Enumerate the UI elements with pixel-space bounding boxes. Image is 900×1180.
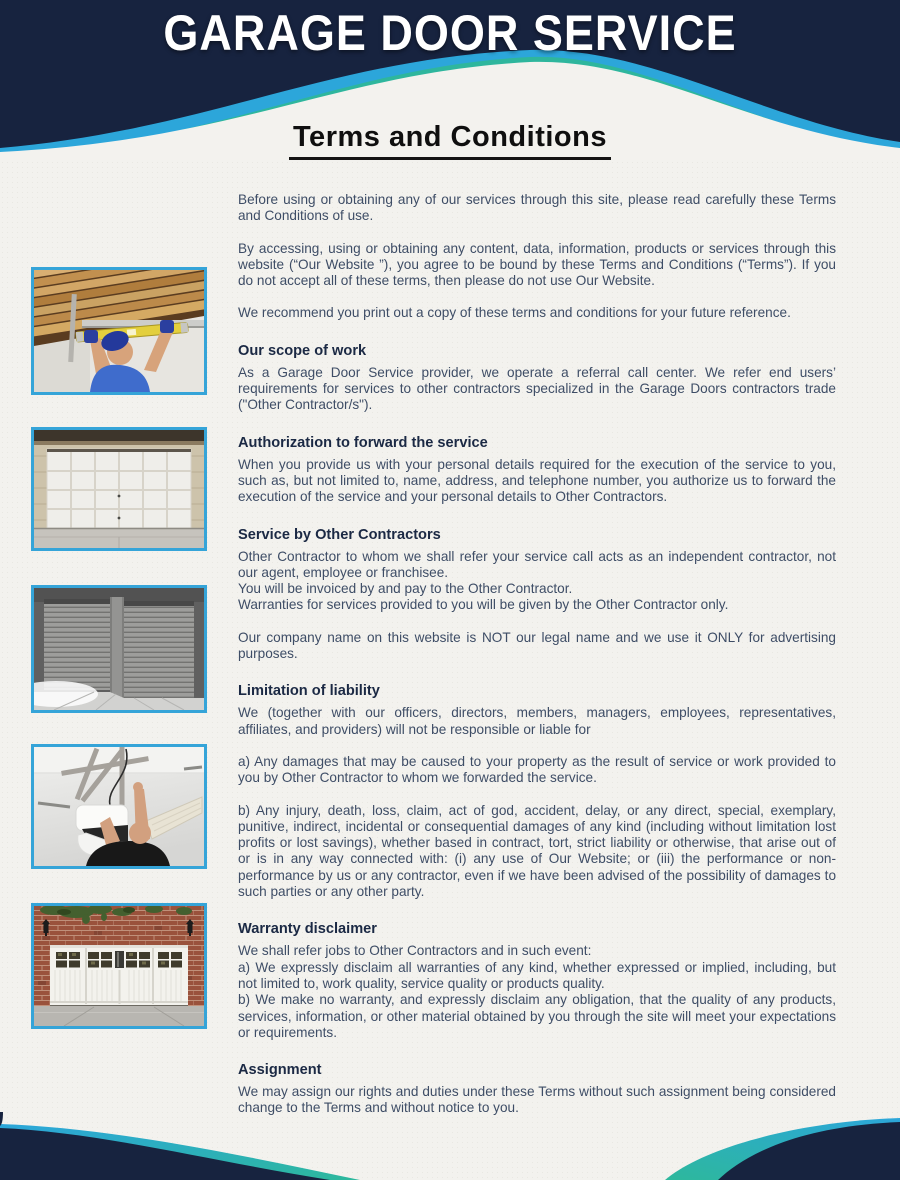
site-title: GARAGE DOOR SERVICE	[163, 4, 737, 62]
paragraph-liability-intro: We (together with our officers, directors, members, managers, employees, representatives, affiliates, and providers) will not be responsible or liable for	[238, 705, 836, 737]
paragraph-warranty-b: b) We make no warranty, and expressly disclaim any obligation, that the quality of any products, services, information, or other material obtained by you through the site will meet your expectations or requirements.	[238, 992, 836, 1040]
terms-text-column	[238, 192, 836, 1117]
paragraph-scope: As a Garage Door Service provider, we operate a referral call center. We refer end users’ requirements for services to other contractors specialized in the Garage Doors contractors trade ("Other Contractor/s").	[238, 364, 836, 413]
section-heading-warranty: Warranty disclaimer	[238, 921, 377, 938]
photo-white-double-garage-door	[31, 427, 207, 551]
section-heading-service-by-others: Service by Other Contractors	[238, 526, 441, 543]
page-title: Terms and Conditions	[289, 121, 611, 160]
photo-technician-leveling-ceiling	[31, 267, 207, 395]
paragraph-service-2: You will be invoiced by and pay to the Other Contractor.	[238, 581, 573, 597]
paragraph-authorization: When you provide us with your personal details required for the execution of the service to you, such as, but not limited to, name, address, and telephone number, you authorize us to forward the execution of the service and your personal details to Other Contractors.	[238, 456, 836, 505]
photo-roller-shutter-doors	[31, 585, 207, 713]
paragraph-service-3: Warranties for services provided to you will be given by the Other Contractor only.	[238, 597, 729, 613]
roller-doors-illustration	[34, 588, 204, 710]
section-heading-liability: Limitation of liability	[238, 683, 380, 700]
photo-carriage-door-brick-house	[31, 903, 207, 1029]
paragraph-liability-b: b) Any injury, death, loss, claim, act of god, accident, delay, or any direct, special, exemplary, punitive, indirect, incidental or consequential damages of any kind (including without limitation lost profits or lost savings), whether based in contract, tort, strict liability or otherwise, that arise out of or is in any way connected with: (i) any use of Our Website; or (iii) the performance or non-performance by us or any contractor, even if we have been advised of the possibility of damages to such parties or any other party.	[238, 802, 836, 900]
white-garage-door-illustration	[34, 430, 204, 548]
paragraph-intro-3: We recommend you print out a copy of these terms and conditions for your future reference.	[238, 305, 791, 321]
section-heading-scope: Our scope of work	[238, 342, 367, 359]
paragraph-company-name: Our company name on this website is NOT our legal name and we use it ONLY for advertising purposes.	[238, 629, 836, 662]
opener-installation-illustration	[34, 747, 204, 866]
paragraph-intro-2: By accessing, using or obtaining any content, data, information, products or services through this website (“Our Website ”), you agree to be bound by these Terms and Conditions (“Terms”). If you do not accept all of these terms, then please do not use Our Website.	[238, 240, 836, 289]
footer-wave-decoration	[0, 1112, 900, 1180]
paragraph-warranty-intro: We shall refer jobs to Other Contractors and in such event:	[238, 943, 592, 959]
paragraph-service-1: Other Contractor to whom we shall refer your service call acts as an independent contractor, not our agent, employee or franchisee.	[238, 548, 836, 580]
carriage-door-illustration	[34, 906, 204, 1026]
section-heading-authorization: Authorization to forward the service	[238, 434, 488, 451]
section-heading-assignment: Assignment	[238, 1062, 322, 1079]
page-heading-wrap	[0, 121, 900, 160]
paragraph-intro-1: Before using or obtaining any of our services through this site, please read carefully these Terms and Conditions of use.	[238, 192, 836, 224]
paragraph-assignment: We may assign our rights and duties under these Terms without such assignment being considered change to the Terms and without notice to you.	[238, 1084, 836, 1116]
paragraph-warranty-a: a) We expressly disclaim all warranties of any kind, whether expressed or implied, including, but not limited to, work quality, service quality or products quality.	[238, 959, 836, 991]
paragraph-liability-a: a) Any damages that may be caused to your property as the result of service or work provided to you by Other Contractor to whom we forwarded the service.	[238, 753, 836, 786]
technician-leveling-illustration	[34, 270, 204, 392]
photo-opener-installation	[31, 744, 207, 869]
